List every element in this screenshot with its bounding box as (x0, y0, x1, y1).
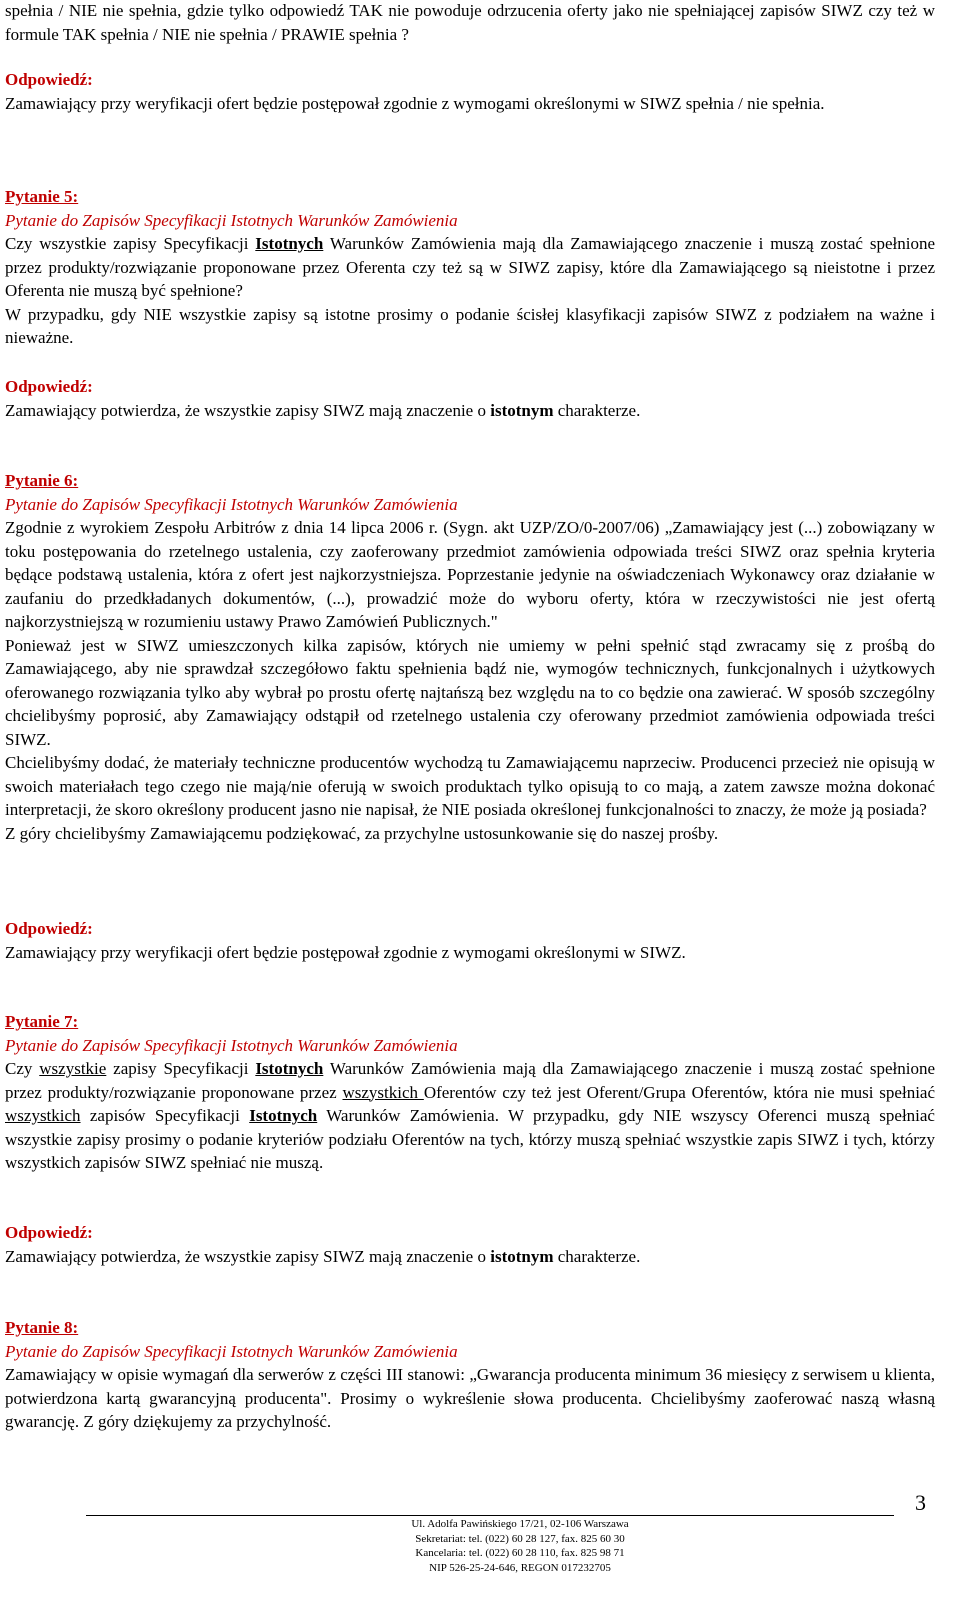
question-6-paragraph-2: Ponieważ jest w SIWZ umieszczonych kilka zapisów, których nie umiemy w pełni spełnić stąd zwracamy się z prośbą do Zamawiającego, aby nie sprawdzał szczegółowo faktu spełnienia bądź nie, wymogów technicznych, funkcjonalnych i użytkowych oferowanego rozwiązania tylko aby wybrał po prostu ofertę najtańszą bez względu na to co będzie ona zawierać. W sposób szczególny chcielibyśmy poprosić, aby Zamawiający odstąpił od rzetelnego ustalenia czy oferowany przedmiot zamówienia odpowiada treści SIWZ. (5, 635, 935, 749)
question-6-paragraph-1: Zgodnie z wyrokiem Zespołu Arbitrów z dnia 14 lipca 2006 r. (Sygn. akt UZP/ZO/0-2007/06) „Zamawiający jest (...) zobowiązany w toku postępowania do rzetelnego ustalenia, czy zaoferowany przedmiot zamówienia odpowiada treści SIWZ oraz spełnia kryteria będące podstawą ustalenia, która z ofert jest najkorzystniejsza. Poprzestanie jedynie na oświadczeniach Wykonawcy oraz działanie w zaufaniu do przedkładanych dokumentów, (...), prowadzić może do wyboru oferty, która w rzeczywistości nie jest ofertą najkorzystniejszą w rozumieniu ustawy Prawo Zamówień Publicznych." (5, 518, 935, 631)
question-8-text: Zamawiający w opisie wymagań dla serwerów z części III stanowi: „Gwarancja producenta minimum 36 miesięcy z serwisem u klienta, potwierdzona kartą gwarancyjną producenta". Prosimy o wykreślenie słowa producenta. Chcielibyśmy zaoferować naszą własną gwarancję. Z góry dziękujemy za przychylność. (5, 1365, 935, 1431)
answer-5 (5, 375, 935, 422)
previous-question-continuation (5, 0, 935, 46)
question-5-subtitle: Pytanie do Zapisów Specyfikacji Istotnych Warunków Zamówienia (5, 210, 458, 230)
answer-label: Odpowiedź: (5, 919, 93, 938)
question-6-title: Pytanie 6: (5, 471, 79, 490)
answer-text: Zamawiający przy weryfikacji ofert będzie postępował zgodnie z wymogami określonymi w SIWZ spełnia / nie spełnia. (5, 93, 825, 113)
question-7 (5, 1010, 935, 1175)
continuation-text: spełnia / NIE nie spełnia, gdzie tylko odpowiedź TAK nie powoduje odrzucenia oferty jako nie spełniającej zapisów SIWZ czy też w formule TAK spełnia / NIE nie spełnia / PRAWIE spełnia ? (5, 1, 935, 44)
page-number: 3 (915, 1490, 926, 1515)
question-6-paragraph-3: Chcielibyśmy dodać, że materiały techniczne producentów wychodzą tu Zamawiającemu naprzeciw. Producenci przecież nie opisują w swoich materiałach tego czego nie mają/nie oferują w swoich produktach tylko opisują to co mają, a zatem zawsze można dokonać interpretacji, że skoro określony producent jasno nie napisał, że NIE posiada określonej funkcjonalności to znaczy, że może ją posiada? (5, 753, 935, 819)
answer-6-text: Zamawiający przy weryfikacji ofert będzie postępował zgodnie z wymogami określonymi w SIWZ. (5, 942, 686, 962)
question-6-subtitle: Pytanie do Zapisów Specyfikacji Istotnych Warunków Zamówienia (5, 494, 458, 514)
question-6 (5, 469, 935, 845)
footer-divider (86, 1515, 894, 1516)
question-5-request: W przypadku, gdy NIE wszystkie zapisy są istotne prosimy o podanie ścisłej klasyfikacji zapisów SIWZ z podziałem na ważne i nieważne. (5, 304, 935, 347)
question-8-title: Pytanie 8: (5, 1318, 79, 1337)
footer-tax-line: NIP 526-25-24-646, REGON 017232705 (429, 1561, 611, 1574)
emphasis-istotnych: Istotnych (255, 234, 324, 253)
answer-6 (5, 917, 935, 964)
footer-address (270, 1517, 770, 1575)
footer-office-line: Kancelaria: tel. (022) 60 28 110, fax. 825 98 71 (415, 1547, 625, 1559)
answer-label: Odpowiedź: (5, 1223, 93, 1242)
answer-7-text: Zamawiający potwierdza, że wszystkie zapisy SIWZ mają znaczenie o istotnym charakterze. (5, 1246, 641, 1266)
question-8-subtitle: Pytanie do Zapisów Specyfikacji Istotnych Warunków Zamówienia (5, 1341, 458, 1361)
question-6-paragraph-4: Z góry chcielibyśmy Zamawiającemu podziękować, za przychylne ustosunkowanie się do naszej prośby. (5, 823, 719, 843)
answer-7 (5, 1221, 935, 1268)
answer-label: Odpowiedź: (5, 70, 93, 89)
question-5 (5, 185, 935, 350)
answer-label: Odpowiedź: (5, 377, 93, 396)
question-8 (5, 1316, 935, 1434)
previous-answer (5, 68, 935, 115)
footer-address-line: Ul. Adolfa Pawińskiego 17/21, 02-106 Warszawa (411, 1518, 629, 1530)
answer-5-text: Zamawiający potwierdza, że wszystkie zapisy SIWZ mają znaczenie o istotnym charakterze. (5, 400, 641, 420)
question-5-title: Pytanie 5: (5, 187, 79, 206)
question-7-title: Pytanie 7: (5, 1012, 79, 1031)
question-7-text: Czy wszystkie zapisy Specyfikacji Istotnych Warunków Zamówienia mają dla Zamawiającego znaczenie i muszą zostać spełnione przez produkty/rozwiązanie proponowane przez wszystkich Oferentów czy też jest Oferent/Grupa Oferentów, która nie musi spełniać wszystkich zapisów Specyfikacji Istotnych Warunków Zamówienia. W przypadku, gdy NIE wszyscy Oferenci muszą spełniać wszystkie zapisy prosimy o podanie kryteriów podziału Oferentów na tych, którzy muszą spełniać wszystkie zapis SIWZ i tych, którzy wszystkich zapisów SIWZ spełniać nie muszą. (5, 1059, 936, 1172)
question-7-subtitle: Pytanie do Zapisów Specyfikacji Istotnych Warunków Zamówienia (5, 1035, 458, 1055)
question-5-text: Czy wszystkie zapisy Specyfikacji Istotnych Warunków Zamówienia mają dla Zamawiającego znaczenie i muszą zostać spełnione przez produkty/rozwiązanie proponowane przez Oferenta czy też są w SIWZ zapisy, które dla Zamawiającego są nieistotne i przez Oferenta nie muszą być spełnione? (5, 234, 935, 300)
footer-secretariat-line: Sekretariat: tel. (022) 60 28 127, fax. 825 60 30 (415, 1532, 625, 1545)
